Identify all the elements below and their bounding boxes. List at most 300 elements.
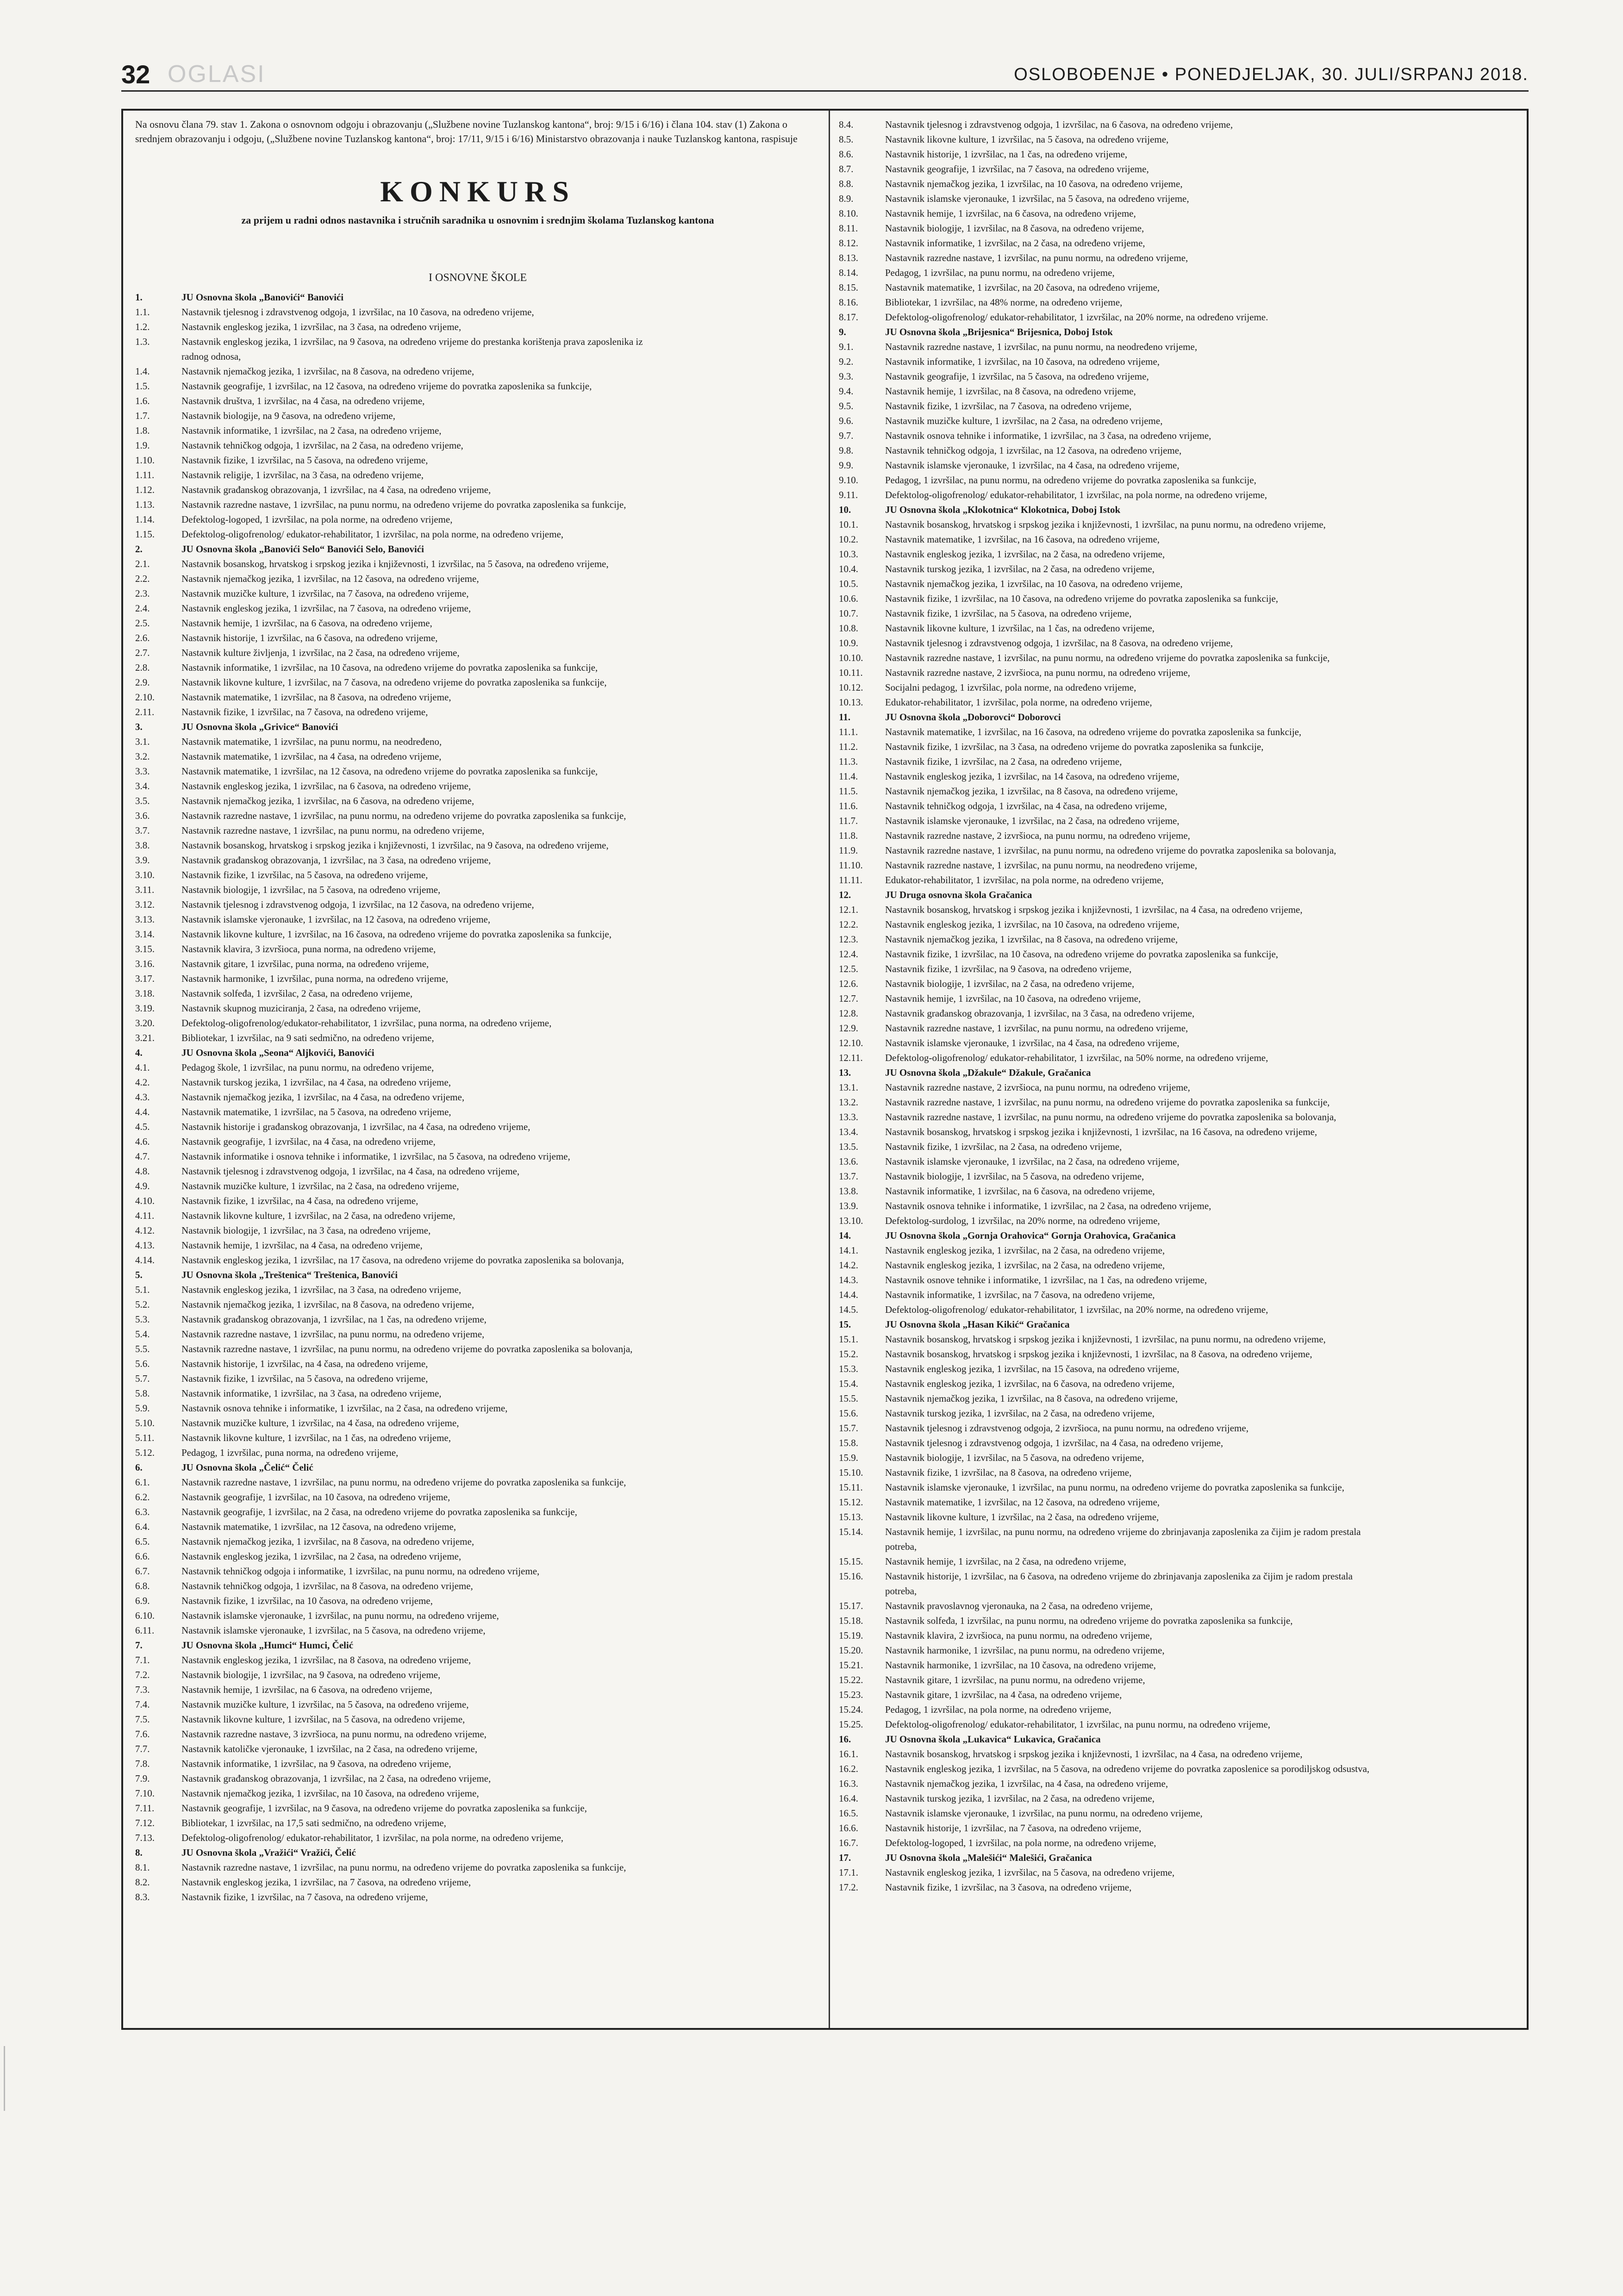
item-number: 15.14. xyxy=(839,1526,863,1537)
list-item xyxy=(839,428,1519,443)
list-item xyxy=(135,882,820,897)
list-item xyxy=(135,423,820,438)
list-item xyxy=(839,1835,1519,1850)
school-heading xyxy=(839,1317,1519,1332)
item-number: 15.11. xyxy=(839,1482,863,1493)
item-text: Nastavnik likovne kulture, 1 izvršilac, na 1 čas, na određeno vrijeme, xyxy=(885,623,1155,634)
item-number: 8.14. xyxy=(839,267,858,278)
item-number: 13. xyxy=(839,1067,851,1078)
item-text: Nastavnik muzičke kulture, 1 izvršilac, na 5 časova, na određeno vrijeme, xyxy=(181,1699,469,1710)
list-item xyxy=(135,1816,820,1830)
list-item xyxy=(839,1361,1519,1376)
page-number: 32 xyxy=(121,60,150,89)
item-text: Nastavnik hemije, 1 izvršilac, na 4 časa, na određeno vrijeme, xyxy=(181,1240,423,1251)
item-number: 4.12. xyxy=(135,1225,155,1236)
item-number: 3.10. xyxy=(135,869,155,880)
item-text: Nastavnik engleskog jezika, 1 izvršilac, na 5 časova, na određeno vrijeme, xyxy=(885,1867,1175,1878)
list-item xyxy=(135,1445,820,1460)
item-text: Nastavnik likovne kulture, 1 izvršilac, na 5 časova, na određeno vrijeme, xyxy=(181,1714,465,1725)
list-item xyxy=(839,1421,1519,1435)
item-number: 15.10. xyxy=(839,1467,863,1478)
item-text: Nastavnik njemačkog jezika, 1 izvršilac, na 12 časova, na određeno vrijeme, xyxy=(181,573,479,584)
item-number: 3.14. xyxy=(135,929,155,940)
item-text: Nastavnik engleskog jezika, 1 izvršilac, na 2 časa, na određeno vrijeme, xyxy=(181,1551,462,1562)
item-text: Nastavnik biologije, 1 izvršilac, na 5 časova, na određeno vrijeme, xyxy=(885,1452,1144,1463)
item-text: Nastavnik njemačkog jezika, 1 izvršilac, na 4 časa, na određeno vrijeme, xyxy=(885,1778,1168,1789)
item-number: 12.5. xyxy=(839,963,858,974)
item-number: 7.1. xyxy=(135,1654,150,1666)
item-text: Nastavnik islamske vjeronauke, 1 izvršilac, na 12 časova, na određeno vrijeme, xyxy=(181,914,491,925)
item-text: Nastavnik engleskog jezika, 1 izvršilac, na 7 časova, na određeno vrijeme, xyxy=(181,603,471,614)
item-text: Nastavnik informatike, 1 izvršilac, na 9 časova, na određeno vrijeme, xyxy=(181,1758,451,1769)
item-number: 1.2. xyxy=(135,321,150,332)
item-number: 14.3. xyxy=(839,1274,858,1285)
item-number: 9.5. xyxy=(839,400,854,412)
list-item xyxy=(135,1416,820,1430)
list-item xyxy=(839,1287,1519,1302)
list-item xyxy=(135,334,820,349)
item-text: JU Osnovna škola „Seona“ Aljkovići, Banovići xyxy=(181,1047,375,1058)
list-item xyxy=(135,779,820,793)
item-number: 3.18. xyxy=(135,988,155,999)
item-text: Nastavnik tehničkog odgoja, 1 izvršilac, na 12 časova, na određeno vrijeme, xyxy=(885,445,1182,456)
item-number: 4.5. xyxy=(135,1121,150,1132)
list-item xyxy=(839,1554,1519,1569)
item-text: JU Osnovna škola „Humci“ Humci, Čelić xyxy=(181,1640,354,1651)
list-item xyxy=(839,443,1519,458)
item-text: Defektolog-oligofrenolog/ edukator-rehabilitator, 1 izvršilac, na punu normu, na određeno vrijeme, xyxy=(885,1719,1271,1730)
item-text: Nastavnik informatike, 1 izvršilac, na 7 časova, na određeno vrijeme, xyxy=(885,1289,1155,1300)
item-number: 13.7. xyxy=(839,1171,858,1182)
list-item xyxy=(135,1016,820,1030)
item-text: Nastavnik likovne kulture, 1 izvršilac, na 2 časa, na određeno vrijeme, xyxy=(181,1210,456,1221)
item-number: 6.6. xyxy=(135,1551,150,1562)
item-text: Nastavnik islamske vjeronauke, 1 izvršilac, na 2 časa, na određeno vrijeme, xyxy=(885,815,1180,826)
list-item xyxy=(135,808,820,823)
item-text: Nastavnik matematike, 1 izvršilac, na 12 časova, na određeno vrijeme, xyxy=(885,1497,1160,1508)
list-item xyxy=(135,1756,820,1771)
item-number: 3.11. xyxy=(135,884,155,895)
item-text: Nastavnik njemačkog jezika, 1 izvršilac, na 10 časova, na određeno vrijeme, xyxy=(181,1788,479,1799)
list-item xyxy=(839,117,1519,132)
item-text: Nastavnik osnova tehnike i informatike, 1 izvršilac, na 2 časa, na određeno vrijeme, xyxy=(885,1200,1211,1211)
item-number: 2.1. xyxy=(135,558,150,569)
item-text: Nastavnik islamske vjeronauke, 1 izvršilac, na punu normu, na određeno vrijeme do povratka zaposlenika sa funkcije, xyxy=(885,1482,1344,1493)
list-item xyxy=(839,1154,1519,1169)
item-text: Nastavnik informatike, 1 izvršilac, na 2 časa, na određeno vrijeme, xyxy=(885,237,1145,249)
school-heading xyxy=(839,1732,1519,1747)
list-item xyxy=(839,695,1519,710)
item-number: 15.24. xyxy=(839,1704,863,1715)
list-item xyxy=(135,1401,820,1416)
item-number: 4.8. xyxy=(135,1166,150,1177)
list-item xyxy=(839,221,1519,236)
item-number: 2.6. xyxy=(135,632,150,643)
item-number: 7.11. xyxy=(135,1803,155,1814)
item-text: JU Osnovna škola „Banovići“ Banovići xyxy=(181,292,344,303)
list-item xyxy=(839,1569,1519,1584)
list-item xyxy=(839,1495,1519,1510)
item-text: Nastavnik klavira, 3 izvršioca, puna norma, na određeno vrijeme, xyxy=(181,943,436,955)
list-item xyxy=(839,176,1519,191)
list-item xyxy=(839,1480,1519,1495)
list-item xyxy=(135,586,820,601)
ad-frame xyxy=(121,109,1529,2030)
list-item xyxy=(135,1282,820,1297)
item-number: 1.7. xyxy=(135,410,150,421)
item-text: Bibliotekar, 1 izvršilac, na 9 sati sedmično, na određeno vrijeme, xyxy=(181,1032,434,1043)
item-number: 4.7. xyxy=(135,1151,150,1162)
item-number: 16.7. xyxy=(839,1837,858,1848)
item-text: Nastavnik bosanskog, hrvatskog i srpskog jezika i književnosti, 1 izvršilac, na 4 časa, na određeno vrijeme, xyxy=(885,904,1303,915)
item-text: Nastavnik njemačkog jezika, 1 izvršilac, na 10 časova, na određeno vrijeme, xyxy=(885,578,1183,589)
list-item xyxy=(839,724,1519,739)
item-text: Nastavnik geografije, 1 izvršilac, na 12 časova, na određeno vrijeme do povratka zaposlenika sa funkcije, xyxy=(181,381,592,392)
list-item xyxy=(839,1761,1519,1776)
list-item xyxy=(135,1371,820,1386)
page-header xyxy=(121,56,1529,93)
item-number: 3.20. xyxy=(135,1017,155,1029)
item-number: 11.2. xyxy=(839,741,858,752)
list-item xyxy=(839,547,1519,562)
list-item xyxy=(839,1465,1519,1480)
list-item xyxy=(839,1717,1519,1732)
item-number: 3.4. xyxy=(135,780,150,792)
item-text: Nastavnik razredne nastave, 1 izvršilac, na punu normu, na određeno vrijeme do povratka zaposlenika sa bolovanja, xyxy=(885,845,1336,856)
item-text: Nastavnik islamske vjeronauke, 1 izvršilac, na punu normu, na određeno vrijeme, xyxy=(885,1808,1203,1819)
item-text: Nastavnik muzičke kulture, 1 izvršilac, na 7 časova, na određeno vrijeme, xyxy=(181,588,469,599)
list-item xyxy=(135,1801,820,1816)
list-item xyxy=(839,473,1519,487)
item-text: Nastavnik razredne nastave, 2 izvršioca, na punu normu, na određeno vrijeme, xyxy=(885,1082,1190,1093)
item-number: 5.7. xyxy=(135,1373,150,1384)
item-text: Nastavnik razredne nastave, 1 izvršilac, na punu normu, na određeno vrijeme do povratka zaposlenika sa bolovanja, xyxy=(885,1111,1336,1123)
school-heading xyxy=(135,1845,820,1860)
list-item xyxy=(839,1628,1519,1643)
item-text: Nastavnik islamske vjeronauke, 1 izvršilac, na 2 časa, na određeno vrijeme, xyxy=(885,1156,1180,1167)
list-item xyxy=(135,764,820,779)
item-text: Pedagog, 1 izvršilac, puna norma, na određeno vrijeme, xyxy=(181,1447,399,1458)
item-number: 8.1. xyxy=(135,1862,150,1873)
item-number: 13.4. xyxy=(839,1126,858,1137)
item-text: Defektolog-logoped, 1 izvršilac, na pola norme, na određeno vrijeme, xyxy=(181,514,453,525)
item-text: JU Osnovna škola „Grivice“ Banovići xyxy=(181,721,338,732)
list-item xyxy=(135,1253,820,1267)
list-item xyxy=(135,1786,820,1801)
item-text: Nastavnik razredne nastave, 2 izvršioca, na punu normu, na određeno vrijeme, xyxy=(885,667,1190,678)
school-heading xyxy=(135,542,820,556)
item-text: Nastavnik hemije, 1 izvršilac, na 6 časova, na određeno vrijeme, xyxy=(885,208,1136,219)
list-item xyxy=(839,1110,1519,1124)
list-item xyxy=(839,1880,1519,1895)
item-text: JU Osnovna škola „Vražići“ Vražići, Čelić xyxy=(181,1847,356,1858)
list-item xyxy=(135,838,820,853)
item-number: 13.5. xyxy=(839,1141,858,1152)
list-item xyxy=(839,532,1519,547)
item-text: Defektolog-oligofrenolog/ edukator-rehabilitator, 1 izvršilac, na pola norme, na određeno vrijeme, xyxy=(181,529,564,540)
item-number: 12.10. xyxy=(839,1037,863,1048)
list-item xyxy=(135,705,820,719)
item-number: 10.12. xyxy=(839,682,863,693)
item-number: 2.9. xyxy=(135,677,150,688)
item-text: Nastavnik fizike, 1 izvršilac, na 10 časova, na određeno vrijeme do povratka zaposlenika sa funkcije, xyxy=(885,593,1279,604)
item-text: Nastavnik islamske vjeronauke, 1 izvršilac, na 5 časova, na određeno vrijeme, xyxy=(181,1625,486,1636)
list-item xyxy=(839,458,1519,473)
list-item xyxy=(839,1391,1519,1406)
school-heading xyxy=(135,290,820,305)
item-number: 16.3. xyxy=(839,1778,858,1789)
item-text: Nastavnik bosanskog, hrvatskog i srpskog jezika i književnosti, 1 izvršilac, na 16 časova, na određeno vrijeme, xyxy=(885,1126,1317,1137)
item-number: 13.3. xyxy=(839,1111,858,1123)
item-text: Socijalni pedagog, 1 izvršilac, pola norme, na određeno vrijeme, xyxy=(885,682,1136,693)
item-number: 11.4. xyxy=(839,771,858,782)
item-text: Nastavnik engleskog jezika, 1 izvršilac, na 9 časova, na određeno vrijeme do prestanka korištenja prava zaposlenika iz xyxy=(181,336,643,347)
item-number: 15.1. xyxy=(839,1334,858,1345)
list-item xyxy=(839,1006,1519,1021)
item-text: Nastavnik građanskog obrazovanja, 1 izvršilac, na 3 časa, na određeno vrijeme, xyxy=(885,1008,1195,1019)
item-text: Nastavnik historije, 1 izvršilac, na 1 čas, na određeno vrijeme, xyxy=(885,149,1128,160)
school-heading xyxy=(839,710,1519,724)
item-number: 15.25. xyxy=(839,1719,863,1730)
item-number: 9.2. xyxy=(839,356,854,367)
item-text: JU Osnovna škola „Doborovci“ Doborovci xyxy=(885,711,1061,723)
item-text: Nastavnik osnove tehnike i informatike, 1 izvršilac, na 1 čas, na određeno vrijeme, xyxy=(885,1274,1207,1285)
item-number: 5.11. xyxy=(135,1432,155,1443)
item-number: 11.7. xyxy=(839,815,858,826)
list-item xyxy=(839,1332,1519,1347)
item-number: 7. xyxy=(135,1640,143,1651)
item-number: 16.4. xyxy=(839,1793,858,1804)
item-number: 15.9. xyxy=(839,1452,858,1463)
list-item xyxy=(135,1875,820,1890)
item-text: Nastavnik biologije, 1 izvršilac, na 5 časova, na određeno vrijeme, xyxy=(181,884,441,895)
item-number: 5.12. xyxy=(135,1447,155,1458)
item-text: Nastavnik tehničkog odgoja, 1 izvršilac, na 2 časa, na određeno vrijeme, xyxy=(181,440,463,451)
item-text: Nastavnik informatike, 1 izvršilac, na 10 časova, na određeno vrijeme do povratka zaposlenika sa funkcije, xyxy=(181,662,598,673)
item-number: 1.4. xyxy=(135,366,150,377)
item-text: Nastavnik historije i građanskog obrazovanja, 1 izvršilac, na 4 časa, na određeno vrijeme, xyxy=(181,1121,531,1132)
list-item xyxy=(135,675,820,690)
item-text: Nastavnik engleskog jezika, 1 izvršilac, na 8 časova, na određeno vrijeme, xyxy=(181,1654,471,1666)
item-number: 12.9. xyxy=(839,1023,858,1034)
list-item xyxy=(839,1050,1519,1065)
list-item xyxy=(135,393,820,408)
item-number: 7.9. xyxy=(135,1773,150,1784)
item-number: 1.9. xyxy=(135,440,150,451)
school-heading xyxy=(135,1045,820,1060)
list-item xyxy=(839,1584,1519,1598)
item-text: Nastavnik gitare, 1 izvršilac, puna norma, na određeno vrijeme, xyxy=(181,958,429,969)
item-text: Nastavnik građanskog obrazovanja, 1 izvršilac, na 3 časa, na određeno vrijeme, xyxy=(181,855,491,866)
item-text: JU Osnovna škola „Čelić“ Čelić xyxy=(181,1462,313,1473)
item-text: radnog odnosa, xyxy=(181,351,241,362)
item-number: 15.21. xyxy=(839,1660,863,1671)
item-text: JU Osnovna škola „Banovići Selo“ Banovići Selo, Banovići xyxy=(181,543,424,555)
item-number: 14.2. xyxy=(839,1260,858,1271)
list-item xyxy=(839,280,1519,295)
item-text: Nastavnik likovne kulture, 1 izvršilac, na 5 časova, na određeno vrijeme, xyxy=(885,134,1169,145)
item-text: Nastavnik gitare, 1 izvršilac, na 4 časa, na određeno vrijeme, xyxy=(885,1689,1122,1700)
item-text: Nastavnik skupnog muziciranja, 2 časa, na određeno vrijeme, xyxy=(181,1003,421,1014)
list-item xyxy=(839,591,1519,606)
item-text: Nastavnik hemije, 1 izvršilac, na 6 časova, na određeno vrijeme, xyxy=(181,1684,432,1695)
item-text: Nastavnik njemačkog jezika, 1 izvršilac, na 8 časova, na određeno vrijeme, xyxy=(181,1299,474,1310)
item-number: 13.9. xyxy=(839,1200,858,1211)
item-text: Defektolog-oligofrenolog/ edukator-rehabilitator, 1 izvršilac, na 50% norme, na određeno vrijeme, xyxy=(885,1052,1268,1063)
item-text: Nastavnik fizike, 1 izvršilac, na 9 časova, na određeno vrijeme, xyxy=(885,963,1132,974)
item-number: 15.15. xyxy=(839,1556,863,1567)
item-text: Pedagog, 1 izvršilac, na punu normu, na određeno vrijeme do povratka zaposlenika sa funkcije, xyxy=(885,474,1256,486)
list-item xyxy=(135,408,820,423)
list-item xyxy=(135,527,820,542)
item-number: 16.5. xyxy=(839,1808,858,1819)
item-text: Nastavnik osnova tehnike i informatike, 1 izvršilac, na 2 časa, na određeno vrijeme, xyxy=(181,1403,508,1414)
item-text: Nastavnik harmonike, 1 izvršilac, puna norma, na određeno vrijeme, xyxy=(181,973,449,984)
item-number: 12.6. xyxy=(839,978,858,989)
item-number: 11.5. xyxy=(839,786,858,797)
item-number: 15.7. xyxy=(839,1423,858,1434)
item-text: Nastavnik građanskog obrazovanja, 1 izvršilac, na 2 časa, na određeno vrijeme, xyxy=(181,1773,491,1784)
item-text: Nastavnik matematike, 1 izvršilac, na 12 časova, na određeno vrijeme, xyxy=(181,1521,456,1532)
item-number: 4.2. xyxy=(135,1077,150,1088)
item-number: 8.12. xyxy=(839,237,858,249)
list-item xyxy=(135,497,820,512)
school-heading xyxy=(839,887,1519,902)
item-text: JU Osnovna škola „Hasan Kikić“ Gračanica xyxy=(885,1319,1070,1330)
item-number: 5.8. xyxy=(135,1388,150,1399)
list-item xyxy=(135,1327,820,1341)
item-number: 8.16. xyxy=(839,297,858,308)
item-text: Nastavnik njemačkog jezika, 1 izvršilac, na 8 časova, na određeno vrijeme, xyxy=(885,934,1178,945)
item-text: Edukator-rehabilitator, 1 izvršilac, na pola norme, na određeno vrijeme, xyxy=(885,874,1164,886)
list-item xyxy=(135,1504,820,1519)
list-item xyxy=(135,1090,820,1104)
item-text: Edukator-rehabilitator, 1 izvršilac, pola norme, na određeno vrijeme, xyxy=(885,697,1152,708)
list-item xyxy=(135,1623,820,1638)
item-number: 2.8. xyxy=(135,662,150,673)
list-item xyxy=(839,562,1519,576)
list-item xyxy=(135,734,820,749)
list-item xyxy=(839,1702,1519,1717)
item-text: Pedagog, 1 izvršilac, na punu normu, na određeno vrijeme, xyxy=(885,267,1115,278)
item-number: 11. xyxy=(839,711,851,723)
item-text: Nastavnik islamske vjeronauke, 1 izvršilac, na 5 časova, na određeno vrijeme, xyxy=(885,193,1189,204)
item-text: Nastavnik bosanskog, hrvatskog i srpskog jezika i književnosti, 1 izvršilac, na 9 časova, na određeno vrijeme, xyxy=(181,840,609,851)
item-number: 3.7. xyxy=(135,825,150,836)
item-text: Nastavnik razredne nastave, 1 izvršilac, na punu normu, na određeno vrijeme do povratka zaposlenika sa funkcije, xyxy=(181,499,626,510)
item-number: 9.8. xyxy=(839,445,854,456)
item-text: Nastavnik harmonike, 1 izvršilac, na 10 časova, na određeno vrijeme, xyxy=(885,1660,1156,1671)
item-text: Nastavnik turskog jezika, 1 izvršilac, na 4 časa, na određeno vrijeme, xyxy=(181,1077,451,1088)
item-text: Nastavnik geografije, 1 izvršilac, na 9 časova, na određeno vrijeme do povratka zaposlenika sa funkcije, xyxy=(181,1803,587,1814)
list-item xyxy=(135,571,820,586)
list-item xyxy=(135,1771,820,1786)
school-heading xyxy=(135,1460,820,1475)
item-number: 17.1. xyxy=(839,1867,858,1878)
item-text: Nastavnik likovne kulture, 1 izvršilac, na 1 čas, na određeno vrijeme, xyxy=(181,1432,451,1443)
item-number: 1.3. xyxy=(135,336,150,347)
list-item xyxy=(839,576,1519,591)
list-item xyxy=(135,379,820,393)
item-text: Nastavnik razredne nastave, 1 izvršilac, na punu normu, na neodređeno vrijeme, xyxy=(885,860,1198,871)
item-number: 3.3. xyxy=(135,766,150,777)
item-text: Nastavnik turskog jezika, 1 izvršilac, na 2 časa, na određeno vrijeme, xyxy=(885,563,1155,574)
item-text: Nastavnik geografije, 1 izvršilac, na 4 časa, na određeno vrijeme, xyxy=(181,1136,436,1147)
item-number: 8.9. xyxy=(839,193,854,204)
item-text: Nastavnik likovne kulture, 1 izvršilac, na 7 časova, na određeno vrijeme do povratka zaposlenika sa funkcije, xyxy=(181,677,607,688)
item-text: Nastavnik muzičke kulture, 1 izvršilac, na 2 časa, na određeno vrijeme, xyxy=(885,415,1163,426)
list-item xyxy=(839,191,1519,206)
item-number: 12.8. xyxy=(839,1008,858,1019)
item-number: 2.7. xyxy=(135,647,150,658)
list-item xyxy=(839,236,1519,250)
item-text: Nastavnik fizike, 1 izvršilac, na 3 časova, na određeno vrijeme, xyxy=(885,1882,1132,1893)
item-text: Nastavnik engleskog jezika, 1 izvršilac, na 6 časova, na određeno vrijeme, xyxy=(181,780,471,792)
item-text: Nastavnik engleskog jezika, 1 izvršilac, na 17 časova, na određeno vrijeme do povratka zaposlenika sa bolovanja, xyxy=(181,1254,624,1266)
list-item xyxy=(839,902,1519,917)
list-item xyxy=(839,843,1519,858)
item-number: 6.1. xyxy=(135,1477,150,1488)
item-text: Nastavnik bosanskog, hrvatskog i srpskog jezika i književnosti, 1 izvršilac, na punu normu, na određeno vrijeme, xyxy=(885,1334,1326,1345)
item-text: Nastavnik engleskog jezika, 1 izvršilac, na 6 časova, na određeno vrijeme, xyxy=(885,1378,1175,1389)
list-item xyxy=(839,369,1519,384)
list-item xyxy=(839,1643,1519,1658)
item-text: Defektolog-oligofrenolog/ edukator-rehabilitator, 1 izvršilac, na pola norme, na određeno vrijeme, xyxy=(181,1832,564,1843)
item-number: 12.3. xyxy=(839,934,858,945)
item-text: Nastavnik solfeđa, 1 izvršilac, 2 časa, na određeno vrijeme, xyxy=(181,988,413,999)
item-text: Nastavnik matematike, 1 izvršilac, na 5 časova, na određeno vrijeme, xyxy=(181,1106,451,1117)
item-text: Nastavnik tehničkog odgoja, 1 izvršilac, na 4 časa, na određeno vrijeme, xyxy=(885,800,1167,811)
item-number: 17.2. xyxy=(839,1882,858,1893)
item-number: 7.8. xyxy=(135,1758,150,1769)
list-item xyxy=(839,1865,1519,1880)
item-number: 16.6. xyxy=(839,1822,858,1834)
item-text: Nastavnik engleskog jezika, 1 izvršilac, na 2 časa, na određeno vrijeme, xyxy=(885,1260,1165,1271)
item-number: 15.3. xyxy=(839,1363,858,1374)
item-number: 11.9. xyxy=(839,845,858,856)
list-item xyxy=(135,1727,820,1741)
item-number: 16.2. xyxy=(839,1763,858,1774)
list-item xyxy=(135,453,820,468)
list-item xyxy=(839,1169,1519,1184)
list-item xyxy=(135,1564,820,1578)
item-number: 15.5. xyxy=(839,1393,858,1404)
school-heading xyxy=(135,1638,820,1653)
list-item xyxy=(135,956,820,971)
item-number: 10.5. xyxy=(839,578,858,589)
list-item xyxy=(135,349,820,364)
item-number: 8.5. xyxy=(839,134,854,145)
list-item xyxy=(135,556,820,571)
item-text: Nastavnik islamske vjeronauke, 1 izvršilac, na 4 časa, na određeno vrijeme, xyxy=(885,460,1180,471)
list-item xyxy=(839,147,1519,162)
item-number: 3.13. xyxy=(135,914,155,925)
item-number: 6.11. xyxy=(135,1625,155,1636)
list-item xyxy=(135,1608,820,1623)
item-number: 12.1. xyxy=(839,904,858,915)
item-text: Nastavnik fizike, 1 izvršilac, na 5 časova, na određeno vrijeme, xyxy=(181,869,428,880)
item-text: potreba, xyxy=(885,1585,917,1597)
item-number: 14. xyxy=(839,1230,851,1241)
item-text: Nastavnik geografije, 1 izvršilac, na 2 časa, na određeno vrijeme do povratka zaposlenika sa funkcije, xyxy=(181,1506,577,1517)
item-text: Nastavnik hemije, 1 izvršilac, na 6 časova, na određeno vrijeme, xyxy=(181,618,432,629)
item-number: 11.1. xyxy=(839,726,858,737)
item-number: 2.5. xyxy=(135,618,150,629)
list-item xyxy=(135,823,820,838)
list-item xyxy=(135,1682,820,1697)
item-number: 3.5. xyxy=(135,795,150,806)
list-item xyxy=(839,1435,1519,1450)
